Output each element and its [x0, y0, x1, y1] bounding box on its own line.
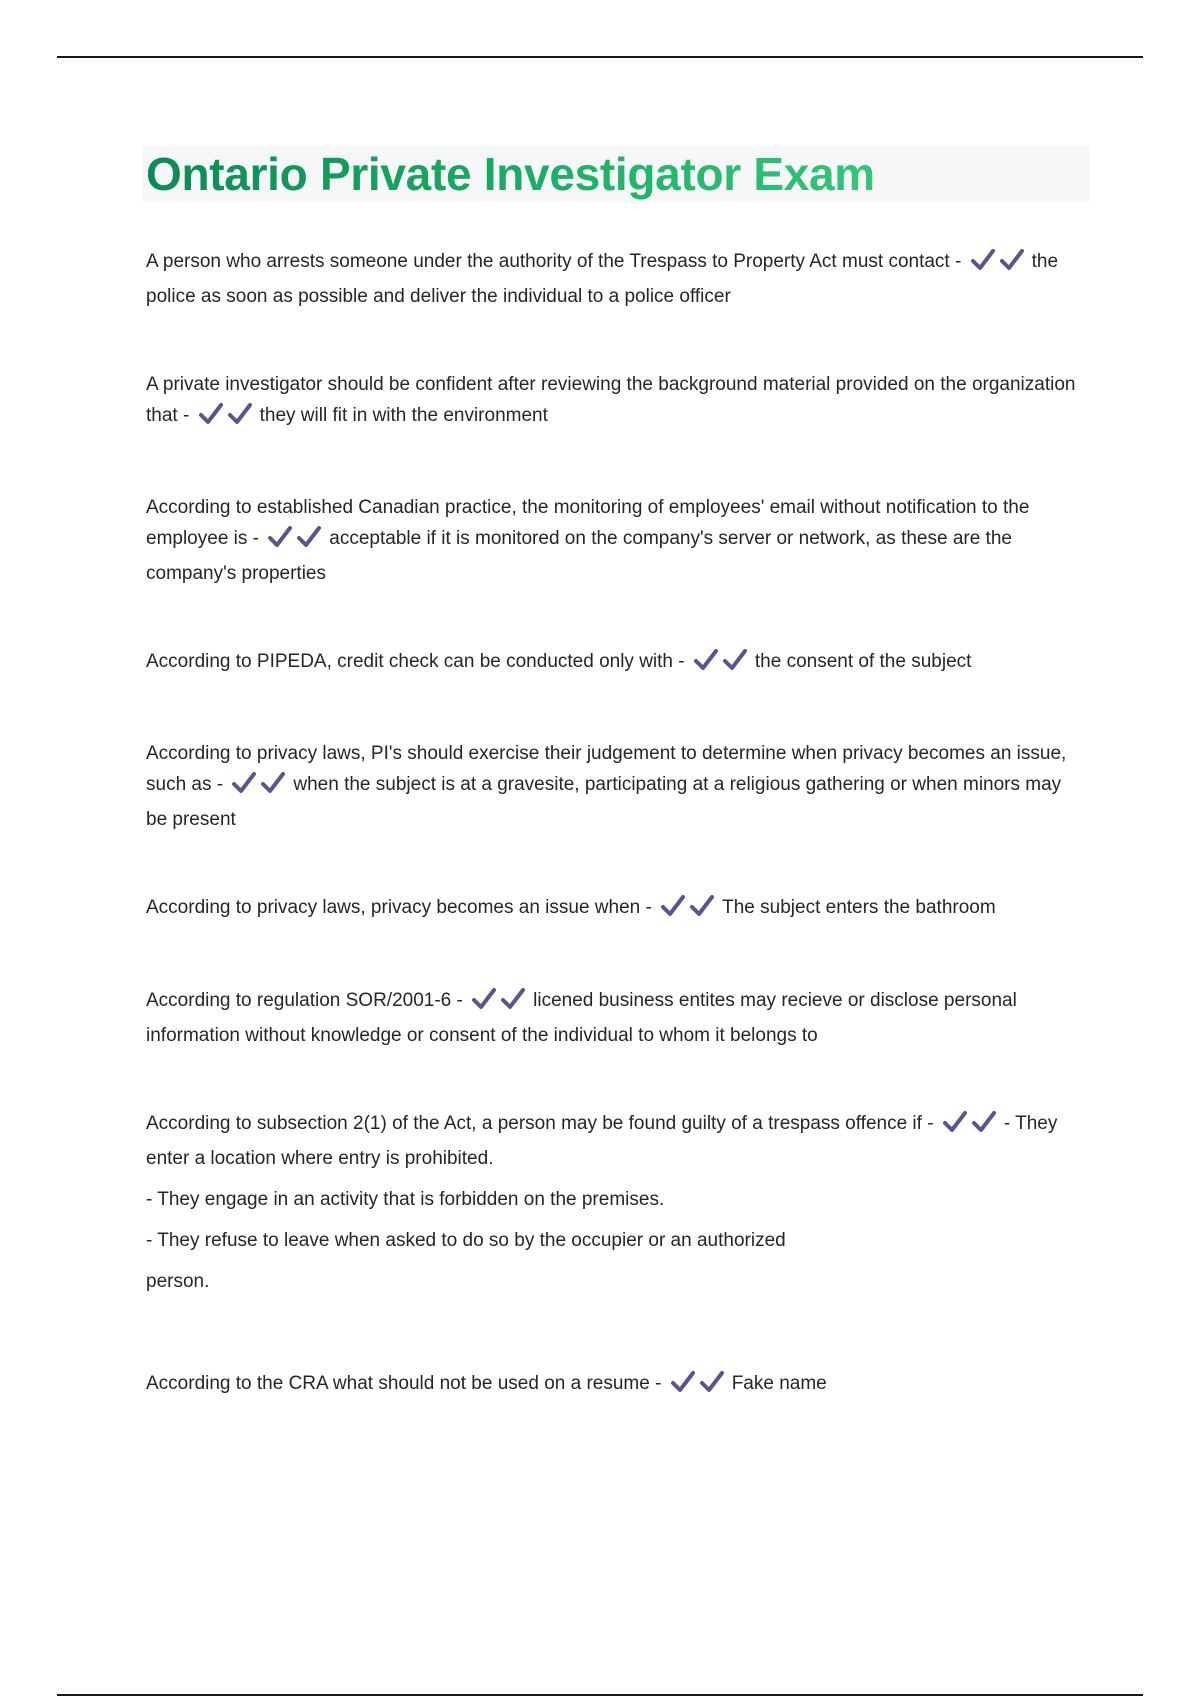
separator: - — [949, 251, 967, 272]
check-mark-icon — [661, 895, 685, 917]
answer-checks — [943, 1111, 1001, 1143]
check-mark-icon — [671, 1371, 695, 1393]
question-text: According to privacy laws, privacy becomes an issue when — [146, 897, 641, 918]
check-mark-icon — [501, 988, 525, 1010]
question-text: A person who arrests someone under the authority of the Trespass to Property Act must contact — [146, 251, 950, 272]
answer-checks — [199, 403, 257, 435]
separator: - — [211, 774, 229, 795]
question-text: According to established Canadian practice, the monitoring of employees' email without notification to the employee is — [146, 497, 1030, 549]
answer-text: - They enter a location where entry is prohibited. — [146, 1113, 1058, 1169]
answer-text: when the subject is at a gravesite, participating at a religious gathering or when minors may be present — [146, 774, 1062, 830]
qa-item-4 — [146, 646, 1076, 681]
check-mark-icon — [694, 649, 718, 671]
question-text: According to regulation SOR/2001-6 — [146, 990, 452, 1011]
check-mark-icon — [199, 403, 223, 425]
separator: - — [451, 990, 469, 1011]
check-mark-icon — [723, 649, 747, 671]
answer-checks — [971, 249, 1029, 281]
separator: - — [921, 1113, 939, 1134]
answer-checks — [232, 772, 290, 804]
check-mark-icon — [232, 772, 256, 794]
qa-item-1 — [146, 246, 1076, 312]
answer-checks — [661, 895, 719, 927]
answer-text: acceptable if it is monitored on the company's server or network, as these are the company's properties — [146, 528, 1012, 584]
separator: - — [649, 1373, 667, 1394]
separator: - — [177, 405, 195, 426]
check-mark-icon — [943, 1111, 967, 1133]
check-mark-icon — [972, 1111, 996, 1133]
answer-text: The subject enters the bathroom — [722, 897, 996, 918]
check-mark-icon — [1000, 249, 1024, 271]
answer-checks — [671, 1371, 729, 1403]
question-text: According to subsection 2(1) of the Act, a person may be found guilty of a trespass offence if — [146, 1113, 922, 1134]
check-mark-icon — [297, 526, 321, 548]
answer-checks — [694, 649, 752, 681]
check-mark-icon — [261, 772, 285, 794]
answer-text: the consent of the subject — [754, 651, 972, 672]
qa-item-7 — [146, 985, 1076, 1051]
answer-text: Fake name — [731, 1373, 827, 1394]
answer-text: the police as soon as possible and deliver the individual to a police officer — [146, 251, 1059, 307]
check-mark-icon — [228, 403, 252, 425]
top-rule — [57, 56, 1143, 58]
answer-line-2: - They engage in an activity that is forbidden on the premises. — [146, 1189, 665, 1210]
qa-item-9 — [146, 1368, 1076, 1403]
answer-text: licened business entites may recieve or disclose personal information without knowledge or consent of the individual to whom it belongs to — [146, 990, 1017, 1046]
bottom-rule — [57, 1694, 1143, 1696]
check-mark-icon — [690, 895, 714, 917]
question-text: According to the CRA what should not be used on a resume — [146, 1373, 650, 1394]
separator: - — [673, 651, 690, 672]
qa-item-6 — [146, 892, 1076, 927]
separator: - — [247, 528, 265, 549]
check-mark-icon — [472, 988, 496, 1010]
answer-line-4: person. — [146, 1271, 210, 1292]
check-mark-icon — [700, 1371, 724, 1393]
question-text: A private investigator should be confident after reviewing the background material provided on the organization that — [146, 374, 1076, 426]
qa-item-8 — [146, 1108, 1076, 1297]
answer-checks — [472, 988, 530, 1020]
page-title: Ontario Private Investigator Exam — [146, 148, 875, 200]
check-mark-icon — [971, 249, 995, 271]
qa-item-2 — [146, 369, 1076, 435]
question-text: According to privacy laws, PI's should exercise their judgement to determine when privacy becomes an issue, such as — [146, 743, 1067, 795]
question-text: According to PIPEDA, credit check can be conducted only with — [146, 651, 673, 672]
qa-item-3 — [146, 492, 1076, 589]
check-mark-icon — [268, 526, 292, 548]
answer-line-3: - They refuse to leave when asked to do so by the occupier or an authorized — [146, 1230, 786, 1251]
answer-checks — [268, 526, 326, 558]
separator: - — [640, 897, 658, 918]
answer-text: they will fit in with the environment — [259, 405, 548, 426]
qa-item-5 — [146, 738, 1076, 835]
